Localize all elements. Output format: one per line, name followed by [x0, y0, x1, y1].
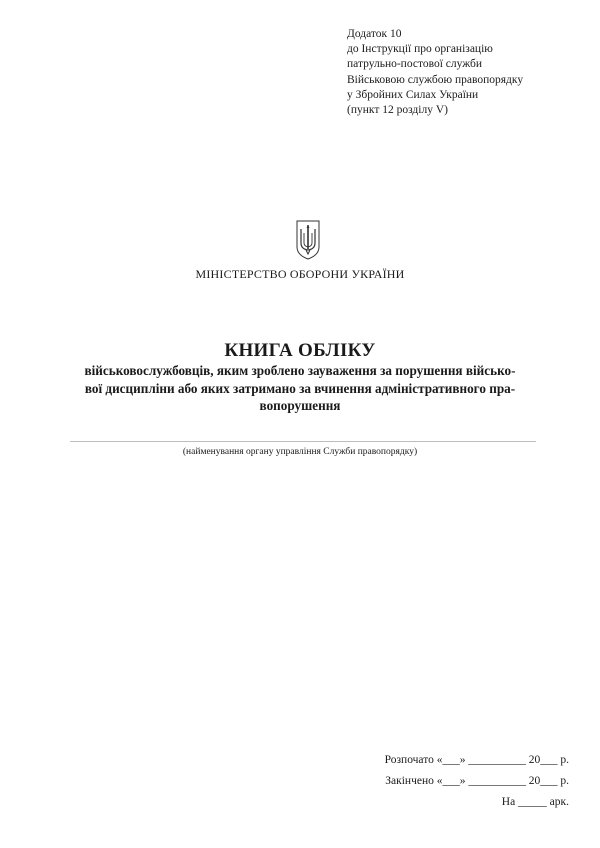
sheet-count-field: На _____ арк. [501, 796, 569, 808]
appendix-note [347, 27, 523, 118]
ministry-name: МІНІСТЕРСТВО ОБОРОНИ УКРАЇНИ [195, 267, 405, 281]
appendix-line: у Збройних Силах України [347, 88, 479, 101]
organization-fill-line [70, 441, 536, 442]
appendix-line: (пункт 12 розділу V) [347, 104, 448, 117]
subtitle-line: вопорушення [259, 398, 341, 413]
appendix-line: Військовою службою правопорядку [347, 73, 524, 86]
appendix-line: Додаток 10 [347, 28, 402, 40]
subtitle-line: військовослужбовців, яким зроблено зауваження за порушення військо- [84, 363, 516, 378]
appendix-line: патрульно-постової служби [347, 58, 483, 71]
trident-coat-of-arms-icon [295, 219, 321, 261]
document-title: КНИГА ОБЛІКУ [224, 340, 376, 361]
document-subtitle [50, 362, 550, 415]
started-date-field: Розпочато «___» __________ 20___ р. [384, 754, 569, 766]
finished-date-field: Закінчено «___» __________ 20___ р. [385, 775, 569, 787]
subtitle-line: вої дисципліни або яких затримано за вчинення адміністративного пра- [84, 380, 516, 396]
appendix-line: до Інструкції про організацію [347, 43, 493, 56]
organization-caption: (найменування органу управління Служби правопорядку) [182, 447, 418, 457]
